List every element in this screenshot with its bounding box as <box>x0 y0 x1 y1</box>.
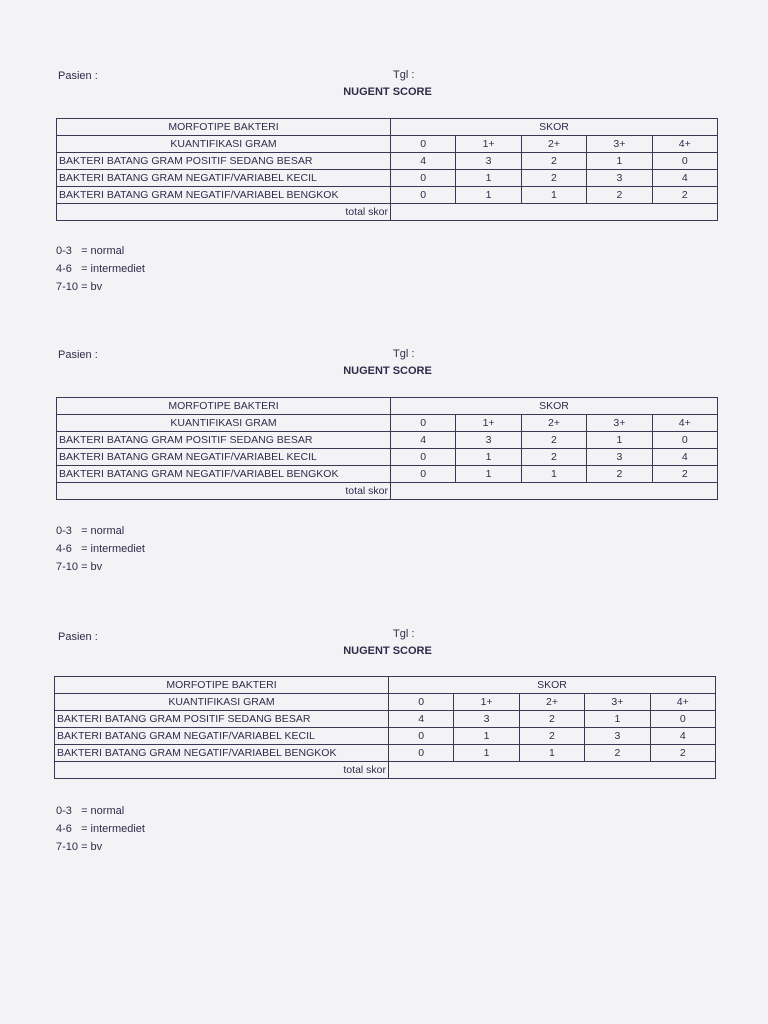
score-cell: 3 <box>585 728 650 745</box>
legend <box>56 802 145 856</box>
table-row <box>57 153 718 170</box>
score-level: 3+ <box>587 136 652 153</box>
total-row <box>57 483 718 500</box>
total-skor-cell[interactable] <box>389 762 716 779</box>
score-cell: 3 <box>456 153 521 170</box>
page-title: NUGENT SCORE <box>343 365 432 377</box>
kuantifikasi-label: KUANTIFIKASI GRAM <box>57 136 391 153</box>
table-row <box>55 745 716 762</box>
row-label: BAKTERI BATANG GRAM POSITIF SEDANG BESAR <box>57 432 391 449</box>
legend-item: 7-10 = bv <box>56 561 103 573</box>
table-row <box>57 466 718 483</box>
legend-item: 7-10 = bv <box>56 841 103 853</box>
kuantifikasi-row <box>57 136 718 153</box>
score-cell: 2 <box>521 449 586 466</box>
kuantifikasi-row <box>55 694 716 711</box>
score-cell: 2 <box>519 728 584 745</box>
page-title: NUGENT SCORE <box>343 86 432 98</box>
total-skor-label: total skor <box>55 762 389 779</box>
score-cell: 4 <box>389 711 454 728</box>
score-cell: 2 <box>587 466 652 483</box>
row-label: BAKTERI BATANG GRAM NEGATIF/VARIABEL KECIL <box>55 728 389 745</box>
legend-item: 0-3 = normal <box>56 525 125 537</box>
tgl-label: Tgl : <box>393 69 415 81</box>
table-row <box>57 170 718 187</box>
score-cell: 1 <box>521 187 586 204</box>
score-cell: 1 <box>456 449 521 466</box>
nugent-score-table <box>54 676 716 779</box>
legend-item: 4-6 = intermediet <box>56 543 145 555</box>
score-cell: 1 <box>454 728 519 745</box>
score-cell: 4 <box>391 432 456 449</box>
score-cell: 2 <box>521 153 586 170</box>
score-level: 2+ <box>521 136 586 153</box>
score-level: 2+ <box>521 415 586 432</box>
kuantifikasi-label: KUANTIFIKASI GRAM <box>55 694 389 711</box>
score-cell: 0 <box>391 449 456 466</box>
score-cell: 4 <box>391 153 456 170</box>
score-level: 3+ <box>585 694 650 711</box>
score-cell: 0 <box>652 432 717 449</box>
score-cell: 4 <box>652 449 717 466</box>
score-cell: 2 <box>650 745 715 762</box>
score-cell: 1 <box>519 745 584 762</box>
score-cell: 1 <box>456 466 521 483</box>
score-level: 4+ <box>650 694 715 711</box>
legend-item: 0-3 = normal <box>56 245 125 257</box>
legend-item: 4-6 = intermediet <box>56 823 145 835</box>
row-label: BAKTERI BATANG GRAM NEGATIF/VARIABEL BENGKOK <box>57 466 391 483</box>
score-level: 4+ <box>652 415 717 432</box>
score-cell: 4 <box>652 170 717 187</box>
score-cell: 2 <box>519 711 584 728</box>
score-level: 0 <box>391 415 456 432</box>
score-cell: 0 <box>652 153 717 170</box>
row-label: BAKTERI BATANG GRAM NEGATIF/VARIABEL BENGKOK <box>57 187 391 204</box>
legend-item: 0-3 = normal <box>56 805 125 817</box>
legend <box>56 242 145 296</box>
skor-header: SKOR <box>389 677 716 694</box>
score-cell: 0 <box>391 170 456 187</box>
score-cell: 0 <box>391 187 456 204</box>
score-cell: 0 <box>391 466 456 483</box>
pasien-label: Pasien : <box>58 70 98 82</box>
score-cell: 2 <box>521 170 586 187</box>
table-header-row <box>55 677 716 694</box>
score-cell: 0 <box>389 745 454 762</box>
score-cell: 3 <box>587 170 652 187</box>
score-level: 1+ <box>454 694 519 711</box>
legend-item: 4-6 = intermediet <box>56 263 145 275</box>
score-cell: 4 <box>650 728 715 745</box>
score-cell: 0 <box>389 728 454 745</box>
kuantifikasi-label: KUANTIFIKASI GRAM <box>57 415 391 432</box>
total-skor-cell[interactable] <box>391 483 718 500</box>
score-cell: 1 <box>456 187 521 204</box>
row-label: BAKTERI BATANG GRAM NEGATIF/VARIABEL KECIL <box>57 170 391 187</box>
tgl-label: Tgl : <box>393 348 415 360</box>
total-skor-cell[interactable] <box>391 204 718 221</box>
legend-item: 7-10 = bv <box>56 281 103 293</box>
morfotipe-header: MORFOTIPE BAKTERI <box>55 677 389 694</box>
score-cell: 1 <box>454 745 519 762</box>
score-level: 0 <box>391 136 456 153</box>
score-cell: 2 <box>652 187 717 204</box>
score-cell: 1 <box>587 153 652 170</box>
total-row <box>55 762 716 779</box>
score-level: 0 <box>389 694 454 711</box>
score-level: 2+ <box>519 694 584 711</box>
score-cell: 2 <box>585 745 650 762</box>
row-label: BAKTERI BATANG GRAM POSITIF SEDANG BESAR <box>55 711 389 728</box>
table-row <box>57 432 718 449</box>
morfotipe-header: MORFOTIPE BAKTERI <box>57 398 391 415</box>
nugent-score-table <box>56 118 718 221</box>
score-cell: 3 <box>454 711 519 728</box>
score-cell: 2 <box>521 432 586 449</box>
score-cell: 3 <box>587 449 652 466</box>
score-cell: 1 <box>585 711 650 728</box>
nugent-score-table <box>56 397 718 500</box>
row-label: BAKTERI BATANG GRAM POSITIF SEDANG BESAR <box>57 153 391 170</box>
score-cell: 1 <box>587 432 652 449</box>
legend <box>56 522 145 576</box>
score-cell: 1 <box>521 466 586 483</box>
score-cell: 0 <box>650 711 715 728</box>
score-cell: 2 <box>587 187 652 204</box>
table-row <box>57 449 718 466</box>
score-level: 4+ <box>652 136 717 153</box>
table-row <box>55 728 716 745</box>
table-header-row <box>57 119 718 136</box>
row-label: BAKTERI BATANG GRAM NEGATIF/VARIABEL BENGKOK <box>55 745 389 762</box>
total-skor-label: total skor <box>57 483 391 500</box>
score-cell: 3 <box>456 432 521 449</box>
table-row <box>57 187 718 204</box>
score-level: 1+ <box>456 415 521 432</box>
row-label: BAKTERI BATANG GRAM NEGATIF/VARIABEL KECIL <box>57 449 391 466</box>
skor-header: SKOR <box>391 398 718 415</box>
kuantifikasi-row <box>57 415 718 432</box>
table-row <box>55 711 716 728</box>
pasien-label: Pasien : <box>58 349 98 361</box>
score-cell: 2 <box>652 466 717 483</box>
morfotipe-header: MORFOTIPE BAKTERI <box>57 119 391 136</box>
skor-header: SKOR <box>391 119 718 136</box>
pasien-label: Pasien : <box>58 631 98 643</box>
total-skor-label: total skor <box>57 204 391 221</box>
page-title: NUGENT SCORE <box>343 645 432 657</box>
tgl-label: Tgl : <box>393 628 415 640</box>
total-row <box>57 204 718 221</box>
table-header-row <box>57 398 718 415</box>
score-cell: 1 <box>456 170 521 187</box>
score-level: 1+ <box>456 136 521 153</box>
score-level: 3+ <box>587 415 652 432</box>
